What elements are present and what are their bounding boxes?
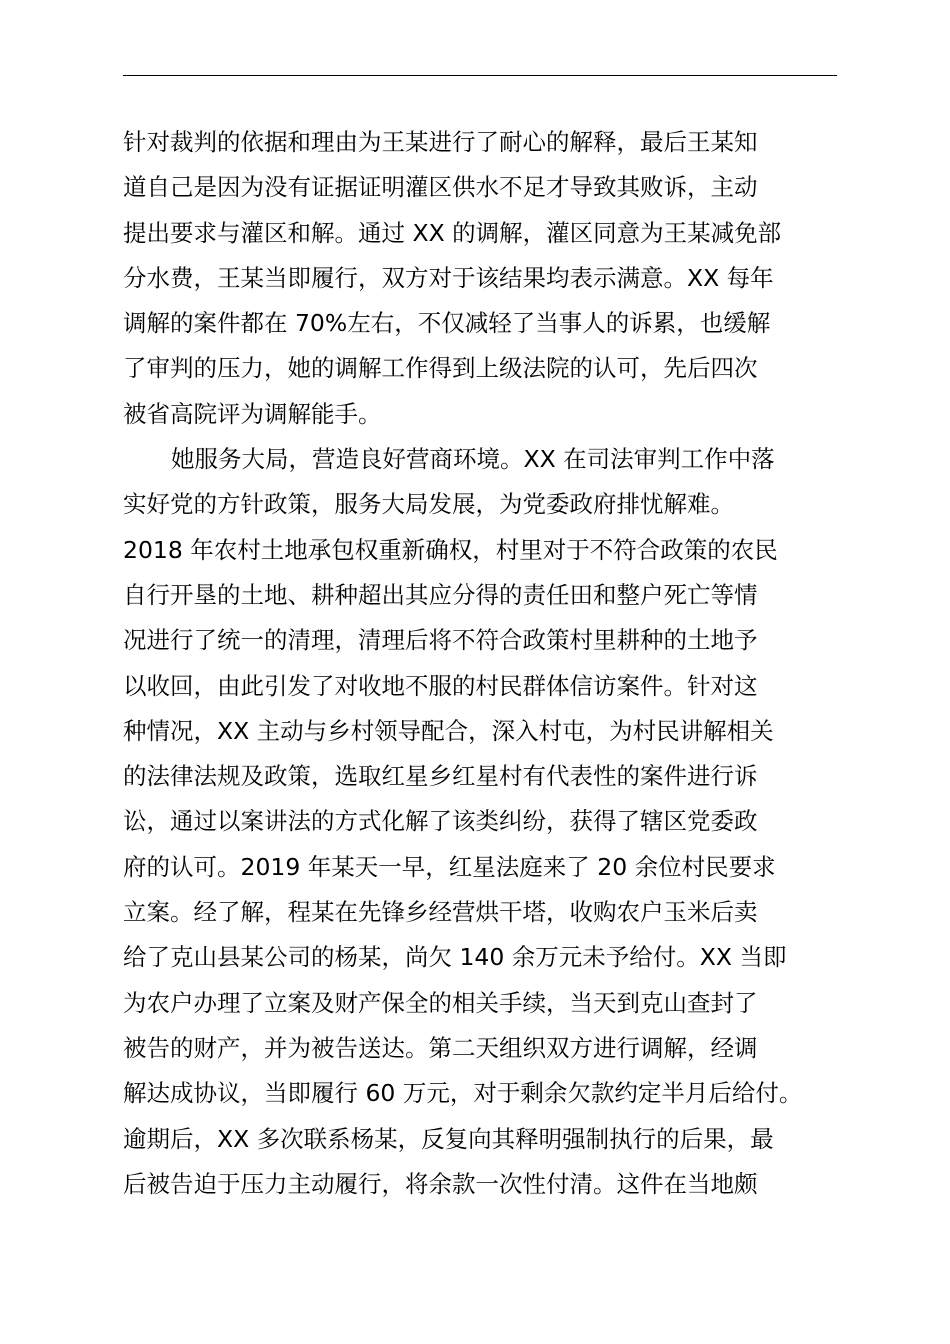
text-line: 2018 年农村土地承包权重新确权，村里对于不符合政策的农民 [123,535,778,564]
text-line: 立案。经了解，程某在先锋乡经营烘干塔，收购农户玉米后卖 [123,898,758,927]
text-line: 针对裁判的依据和理由为王某进行了耐心的解释，最后王某知 [123,128,758,156]
text-line: 种情况，XX 主动与乡村领导配合，深入村屯，为村民讲解相关 [123,716,774,745]
text-line: 逾期后，XX 多次联系杨某，反复向其释明强制执行的后果，最 [123,1124,774,1153]
text-line: 讼，通过以案讲法的方式化解了该类纠纷，获得了辖区党委政 [123,807,758,836]
text-line: 的法律法规及政策，选取红星乡红星村有代表性的案件进行诉 [123,762,758,791]
text-line: 分水费，王某当即履行，双方对于该结果均表示满意。XX 每年 [123,263,774,292]
text-line: 实好党的方针政策，服务大局发展，为党委政府排忧解难。 [123,490,734,519]
text-line: 提出要求与灌区和解。通过 XX 的调解，灌区同意为王某减免部 [123,218,782,247]
text-line: 以收回，由此引发了对收地不服的村民群体信访案件。针对这 [123,671,758,700]
text-line: 况进行了统一的清理，清理后将不符合政策村里耕种的土地予 [123,626,758,655]
text-line: 自行开垦的土地、耕种超出其应分得的责任田和整户死亡等情 [123,580,758,609]
paragraph-start-line: 她服务大局，营造良好营商环境。XX 在司法审判工作中落 [171,445,775,474]
text-line: 被省高院评为调解能手。 [123,399,382,428]
text-line: 道自己是因为没有证据证明灌区供水不足才导致其败诉，主动 [123,173,758,202]
body-text [123,120,843,1207]
text-line: 了审判的压力，她的调解工作得到上级法院的认可，先后四次 [123,354,758,383]
text-line: 给了克山县某公司的杨某，尚欠 140 余万元未予给付。XX 当即 [123,943,787,972]
text-line: 府的认可。2019 年某天一早，红星法庭来了 20 余位村民要求 [123,852,776,881]
text-line: 解达成协议，当即履行 60 万元，对于剩余欠款约定半月后给付。 [123,1079,803,1108]
text-line: 后被告迫于压力主动履行，将余款一次性付清。这件在当地颇 [123,1169,758,1198]
header-rule [123,75,837,76]
text-line: 被告的财产，并为被告送达。第二天组织双方进行调解，经调 [123,1033,758,1062]
text-line: 为农户办理了立案及财产保全的相关手续，当天到克山查封了 [123,988,758,1017]
text-line: 调解的案件都在 70%左右，不仅减轻了当事人的诉累，也缓解 [123,309,771,338]
